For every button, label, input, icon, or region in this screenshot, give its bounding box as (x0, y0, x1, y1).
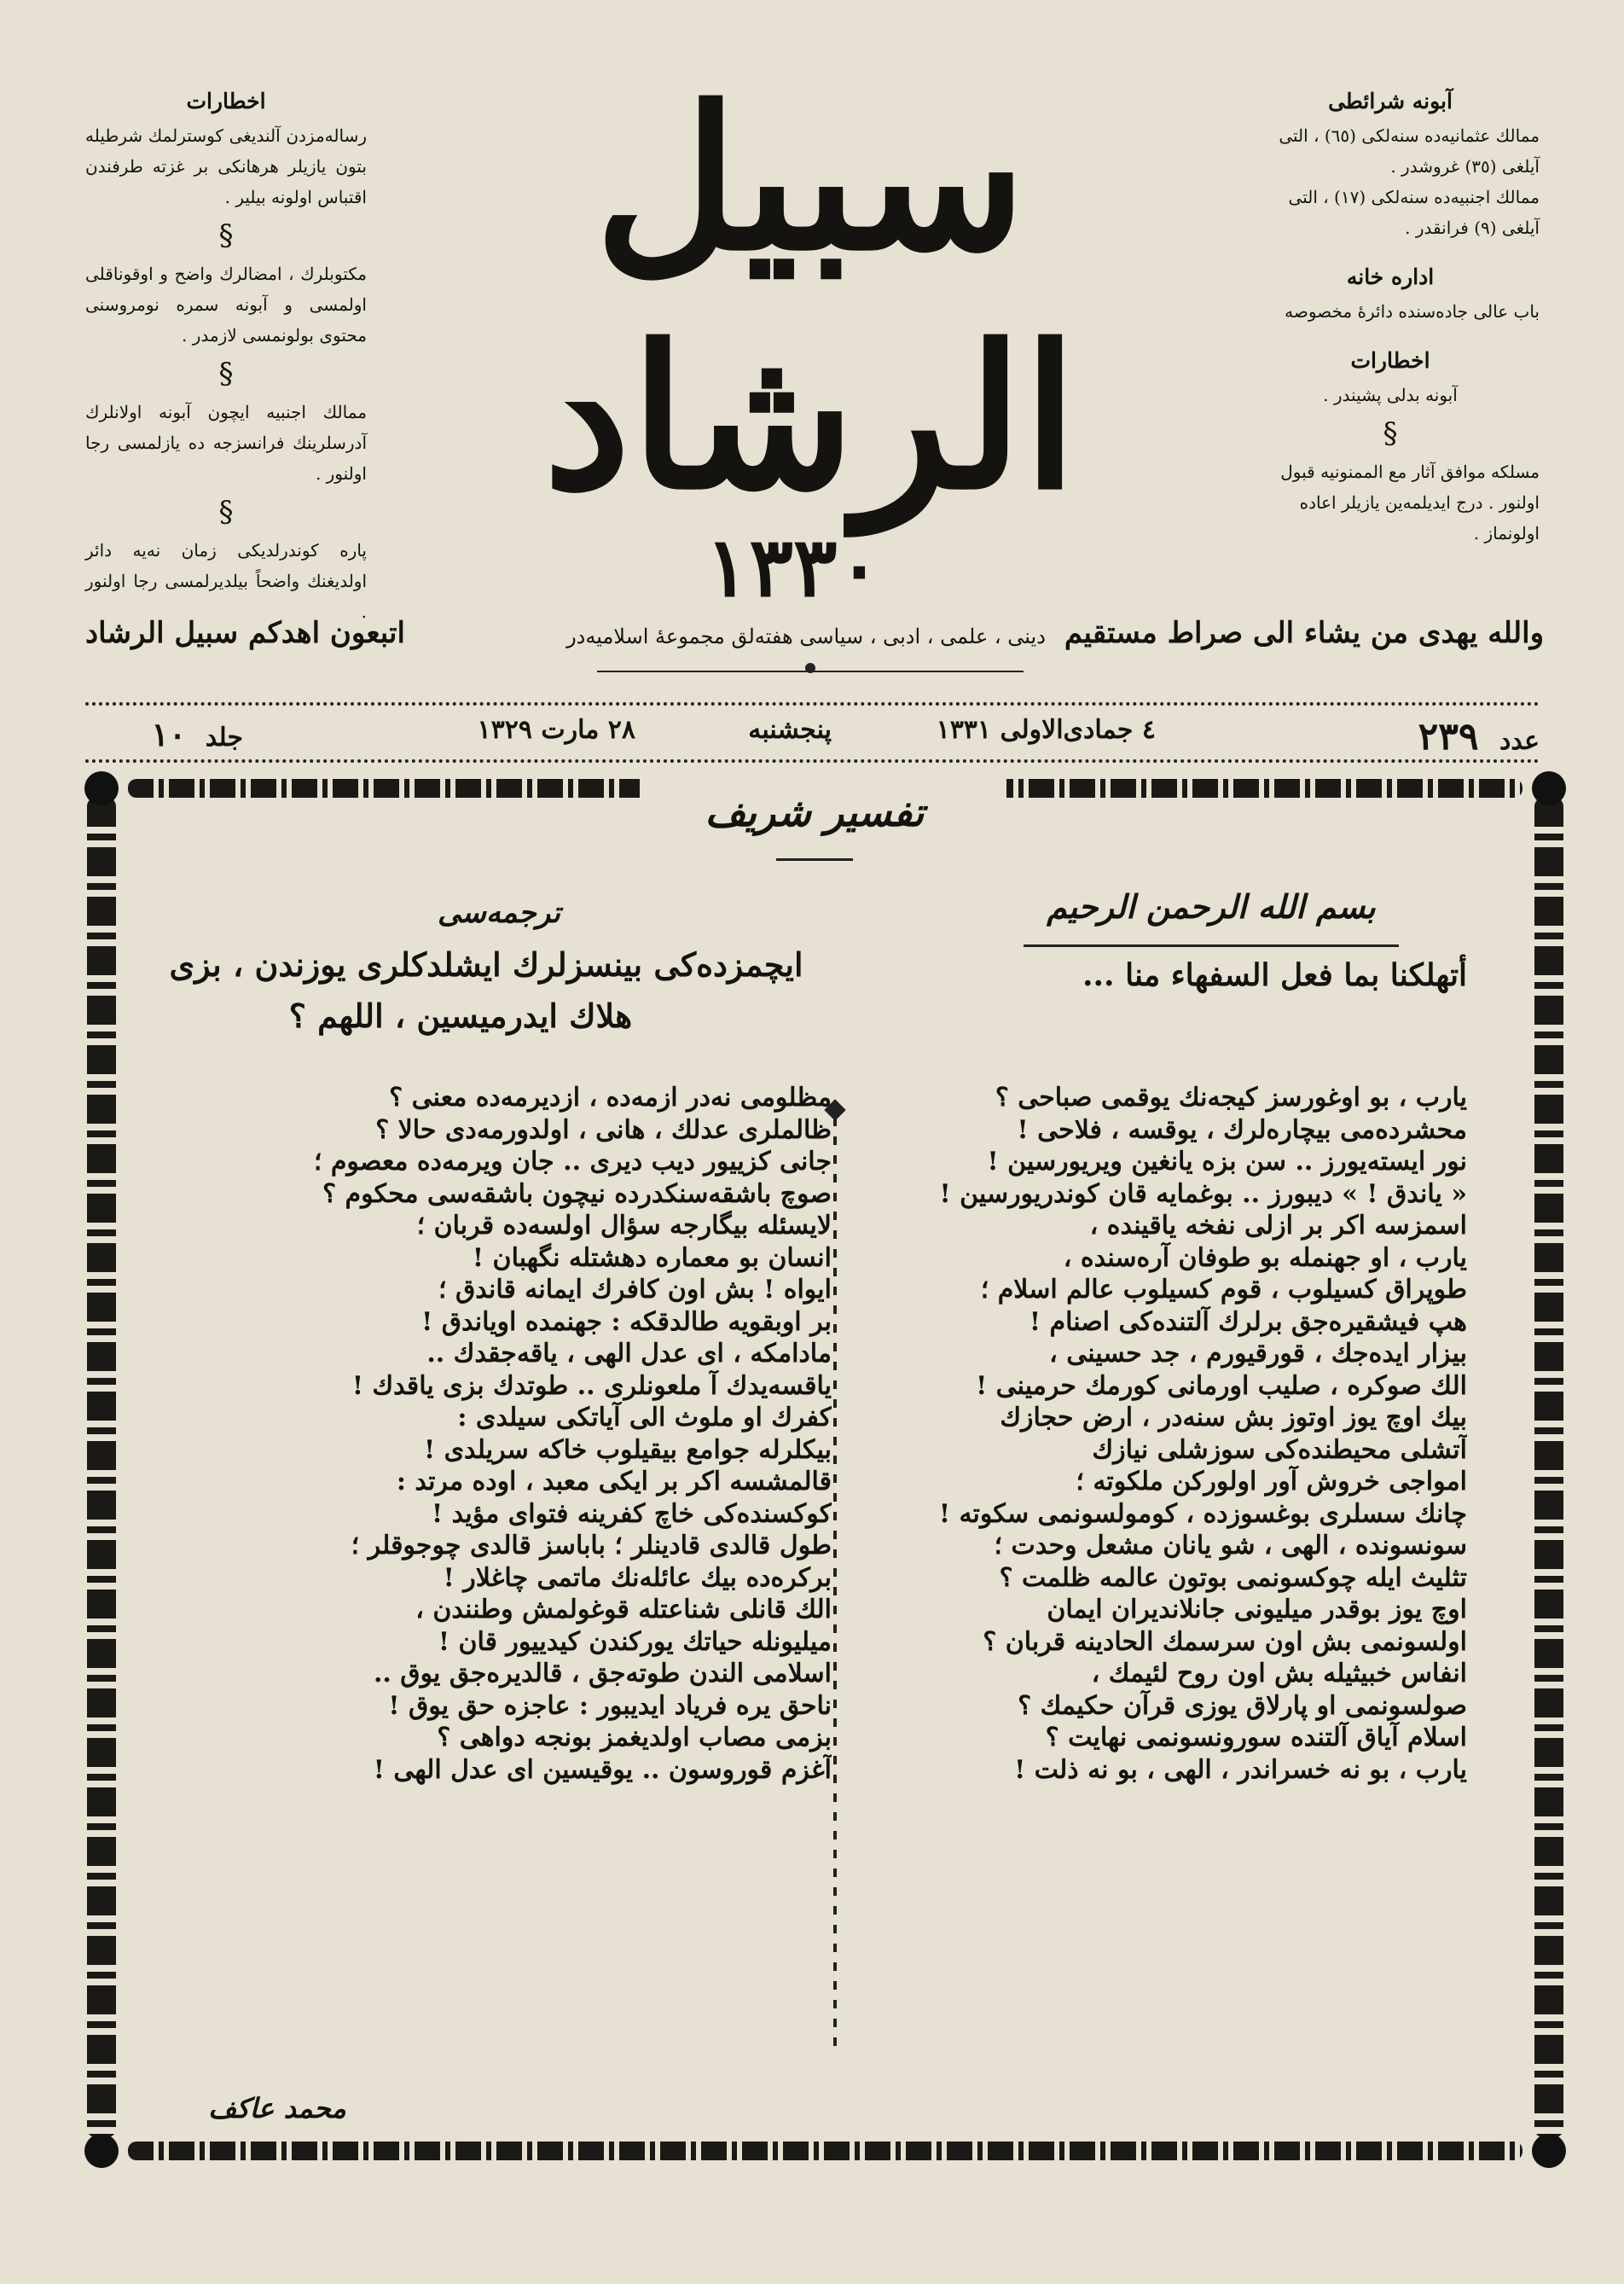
poem-line: ظالملری عدلك ، هانی ، اولدورمه‌دی حالا ؟ (375, 1114, 832, 1145)
poem-line: بیزار ایده‌جك ، قورقیورم ، جد حسینی ، (1049, 1339, 1467, 1369)
frame-corner-icon (1532, 2134, 1566, 2168)
basmala: بسم الله الرحمن الرحیم (1047, 887, 1376, 926)
poem-line: قالمشسه اکر بر ایکی معبد ، اوده مرتد : (396, 1467, 832, 1497)
masthead-subtitle: دینی ، علمی ، ادبی ، سیاسی هفته‌لق مجموعهٔ اسلامیه‌در (566, 625, 1046, 648)
weekday: پنجشنبه (748, 715, 832, 745)
poem-line: صولسونمی او پارلاق یوزی قرآن حکیمك ؟ (1018, 1690, 1467, 1721)
poem-line: الك صوکره ، صلیب اورمانی کورمك حرمینی ! (976, 1370, 1467, 1401)
poem-line: کفرك او ملوث الی آیاتکی سیلدی : (457, 1403, 832, 1433)
poem-line: « یاندق ! » دیبورز .. بوغمایه قان کوندریورسین ! (939, 1178, 1467, 1209)
subscription-line: آیلغی (٣٥) غروشدر . (1390, 156, 1540, 177)
poem-line: سونسونده ، الهی ، شو یانان مشعل وحدت ؛ (994, 1531, 1467, 1560)
poem-line: برکره‌ده بیك عائله‌نك ماتمی چاغلار ! (443, 1562, 832, 1593)
poem-line: یارب ، او جهنمله بو طوفان آره‌سنده ، (1063, 1242, 1467, 1273)
volume-label: جلد (205, 723, 243, 753)
poem-line: چانك سسلری بوغسوزده ، کومولسونمی سکوته ! (938, 1498, 1467, 1529)
subscription-line: آیلغی (٩) فرانقدر . (1405, 218, 1540, 238)
ornament-dot-icon (805, 663, 815, 673)
poem-line: هپ فیشقیره‌جق برلرك آلتنده‌کی اصنام ! (1029, 1306, 1467, 1337)
ayah-text: أتهلكنا بما فعل السفهاء منا ... (1082, 957, 1467, 993)
poem-line: اوچ یوز بوقدر میلیونی جانلاندیران ایمان (1047, 1595, 1467, 1624)
notice-text: آبونه بدلی پشیندر . (1323, 385, 1458, 405)
translation-label: ترجمه‌سی (438, 896, 560, 930)
section-mark-icon: § (1383, 416, 1398, 450)
announcements-left-heading: اخطارات (186, 89, 266, 113)
office-heading: اداره خانه (1346, 264, 1435, 289)
poem-line: اسلام آیاق آلتنده سورونسونمی نهایت ؟ (1045, 1723, 1467, 1752)
poem-column-left (158, 1082, 832, 1786)
poem-line: لایسئله بیگارجه سؤال اولسه‌ده قربان ؛ (416, 1211, 832, 1241)
poem-line: نور ایسته‌یورز .. سن بزه یانغین ویریورسین ! (987, 1147, 1467, 1177)
subscription-line: ممالك اجنبیه‌ده سنه‌لکی (١٧) ، التی (1288, 187, 1540, 207)
masthead-title: سبيل الرشاد (542, 64, 1078, 533)
office-text: باب عالی جاده‌سنده دائرهٔ مخصوصه (1285, 301, 1540, 322)
subscription-heading: آبونه شرائطی (1328, 89, 1453, 113)
poem-line: اسمزسه اکر بر ازلی نفخه یاقینده ، (1089, 1211, 1467, 1241)
poem-column-right (870, 1082, 1467, 1786)
translation-line-2: هلاك ایدرمیسین ، اللهم ؟ (288, 997, 633, 1035)
poem-line: امواجی خروش آور اولورکن ملکوته ؛ (1076, 1467, 1467, 1497)
poem-line: بزمی مصاب اولدیغمز بونجه دواهی ؟ (437, 1723, 832, 1752)
issue-number: ٢٣٩ (1418, 715, 1479, 758)
announcement-item: مکتوبلرك ، امضالرك واضح و اوقوناقلی اولمسی و آبونه سمره نومروسنی محتوی بولونمسی لازمدر . (85, 264, 367, 346)
frame-corner-icon (84, 2134, 119, 2168)
section-mark-icon: § (218, 357, 234, 391)
masthead-year: ١٣٣٠ (705, 519, 882, 615)
motto-right: والله یهدی من یشاء الی صراط مستقیم (1064, 616, 1544, 650)
notice-heading: اخطارات (1350, 348, 1430, 373)
poem-line: بیك اوچ یوز اوتوز بش سنه‌در ، ارض حجازك (1000, 1403, 1467, 1433)
rumi-date: ٢٨ مارت ١٣٢٩ (477, 715, 635, 745)
frame-border-right (1534, 798, 1563, 2137)
dotted-rule-bottom (85, 759, 1540, 763)
poem-line: مادامکه ، ای عدل الهی ، یاقه‌جقدك .. (426, 1339, 832, 1369)
poem-line: اسلامی الندن طوته‌جق ، قالدیره‌جق یوق .. (373, 1659, 832, 1688)
motto-left: اتبعون اهدکم سبیل الرشاد (85, 616, 405, 650)
subscription-line: ممالك عثمانیه‌ده سنه‌لکی (٦٥) ، التی (1279, 125, 1540, 146)
poem-line: ناحق یره فریاد ایدیبور : عاجزه حق یوق ! (388, 1690, 832, 1721)
poem-line: طوپراق کسیلوب ، قوم کسیلوب عالم اسلام ؛ (980, 1275, 1467, 1305)
translation-line-1: ایچمزده‌کی بینسزلرك ایشلدکلری یوزندن ، بزی (169, 945, 803, 984)
announcements-right (1241, 81, 1540, 549)
poem-line: اولسونمی بش اون سرسمك الحادینه قربان ؟ (983, 1626, 1467, 1657)
date-bar (85, 715, 1540, 763)
frame-corner-icon (84, 771, 119, 805)
poem-line: آتشلی محیطنده‌کی سوزشلی نیازك (1092, 1434, 1467, 1465)
dotted-rule-top (85, 702, 1540, 706)
poem-line: انفاس خبیثیله بش اون روح لئیمك ، (1091, 1659, 1467, 1688)
poem-line: انسان بو معماره دهشتله نگهبان ! (472, 1242, 832, 1273)
column-divider (833, 1118, 837, 2048)
poem-line: مظلومی نه‌در ازمه‌ده ، ازدیرمه‌ده معنی ؟ (389, 1083, 832, 1113)
poem-line: آغزم قوروسون .. یوقیسین ای عدل الهی ! (373, 1754, 832, 1785)
poem-line: جانی کزییور دیب دیری .. جان ویرمه‌ده معصوم ؛ (313, 1147, 832, 1177)
volume-block (151, 715, 243, 753)
issue-label: عدد (1499, 726, 1540, 756)
author-signature: محمد عاکف (208, 2092, 346, 2124)
frame-border-left (87, 798, 116, 2137)
issue-number-block (1418, 715, 1540, 758)
poem-line: یاقسه‌یدك آ ملعونلری .. طوتدك بزی یاقدك ! (351, 1370, 832, 1401)
poem-line: تثلیث ایله چوکسونمی بوتون عالمه ظلمت ؟ (999, 1562, 1467, 1593)
announcements-left (85, 81, 367, 627)
announcement-item: پاره کوندرلدیکی زمان نه‌یه دائر اولدیغنك واضحاً بیلدیرلمسی رجا اولنور . (85, 540, 367, 622)
poem-line: بیکلرله جوامع بیقیلوب خاکه سریلدی ! (423, 1434, 832, 1465)
hijri-date: ٤ جمادی‌الاولی ١٣٣١ (936, 715, 1156, 745)
poem-line: طول قالدی قادینلر ؛ باباسز قالدی چوجوقلر ؛ (351, 1531, 832, 1560)
basmala-rule (1024, 944, 1399, 947)
notice-text: مسلکه موافق آثار مع الممنونیه قبول اولنور . درج ایدیلمه‌ین یازیلر اعاده اولونماز . (1280, 462, 1540, 543)
poem-line: ایواه ! بش اون کافرك ایمانه قاندق ؛ (438, 1275, 832, 1305)
article-title-rule (776, 858, 853, 861)
announcement-item: ممالك اجنبیه ایچون آبونه اولانلرك آدرسلرینك فرانسزجه ده یازلمسی رجا اولنور . (85, 402, 367, 484)
section-mark-icon: § (218, 218, 234, 253)
poem-line: بر اوبقویه طالدقکه : جهنمده اویاندق ! (421, 1306, 832, 1337)
article-title: تفسیر شریف (705, 789, 925, 835)
volume-number: ١٠ (151, 715, 187, 753)
poem-line: میلیونله حیاتك یورکندن کیدییور قان ! (438, 1626, 832, 1657)
poem-line: یارب ، بو اوغورسز کیجه‌نك یوقمی صباحی ؟ (995, 1083, 1467, 1113)
section-mark-icon: § (218, 495, 234, 529)
poem-line: کوکسنده‌کی خاچ کفرینه فتوای مؤید ! (432, 1498, 832, 1529)
frame-border-bottom (128, 2142, 1522, 2160)
poem-line: محشرده‌می بیچاره‌لرك ، یوقسه ، فلاحی ! (1017, 1114, 1467, 1145)
frame-corner-icon (1532, 771, 1566, 805)
poem-line: یارب ، بو نه خسراندر ، الهی ، بو نه ذلت ! (1014, 1754, 1467, 1785)
announcement-item: رساله‌مزدن آلندیغی کوسترلمك شرطیله بتون یازیلر هرهانکی بر غزته طرفندن اقتباس اولونه بیلیر . (85, 125, 367, 207)
poem-line: الك قانلی شناعتله قوغولمش وطنندن ، (415, 1595, 832, 1624)
poem-line: صوچ باشقه‌سنکدرده نیچون باشقه‌سی محکوم ؟ (322, 1178, 832, 1209)
